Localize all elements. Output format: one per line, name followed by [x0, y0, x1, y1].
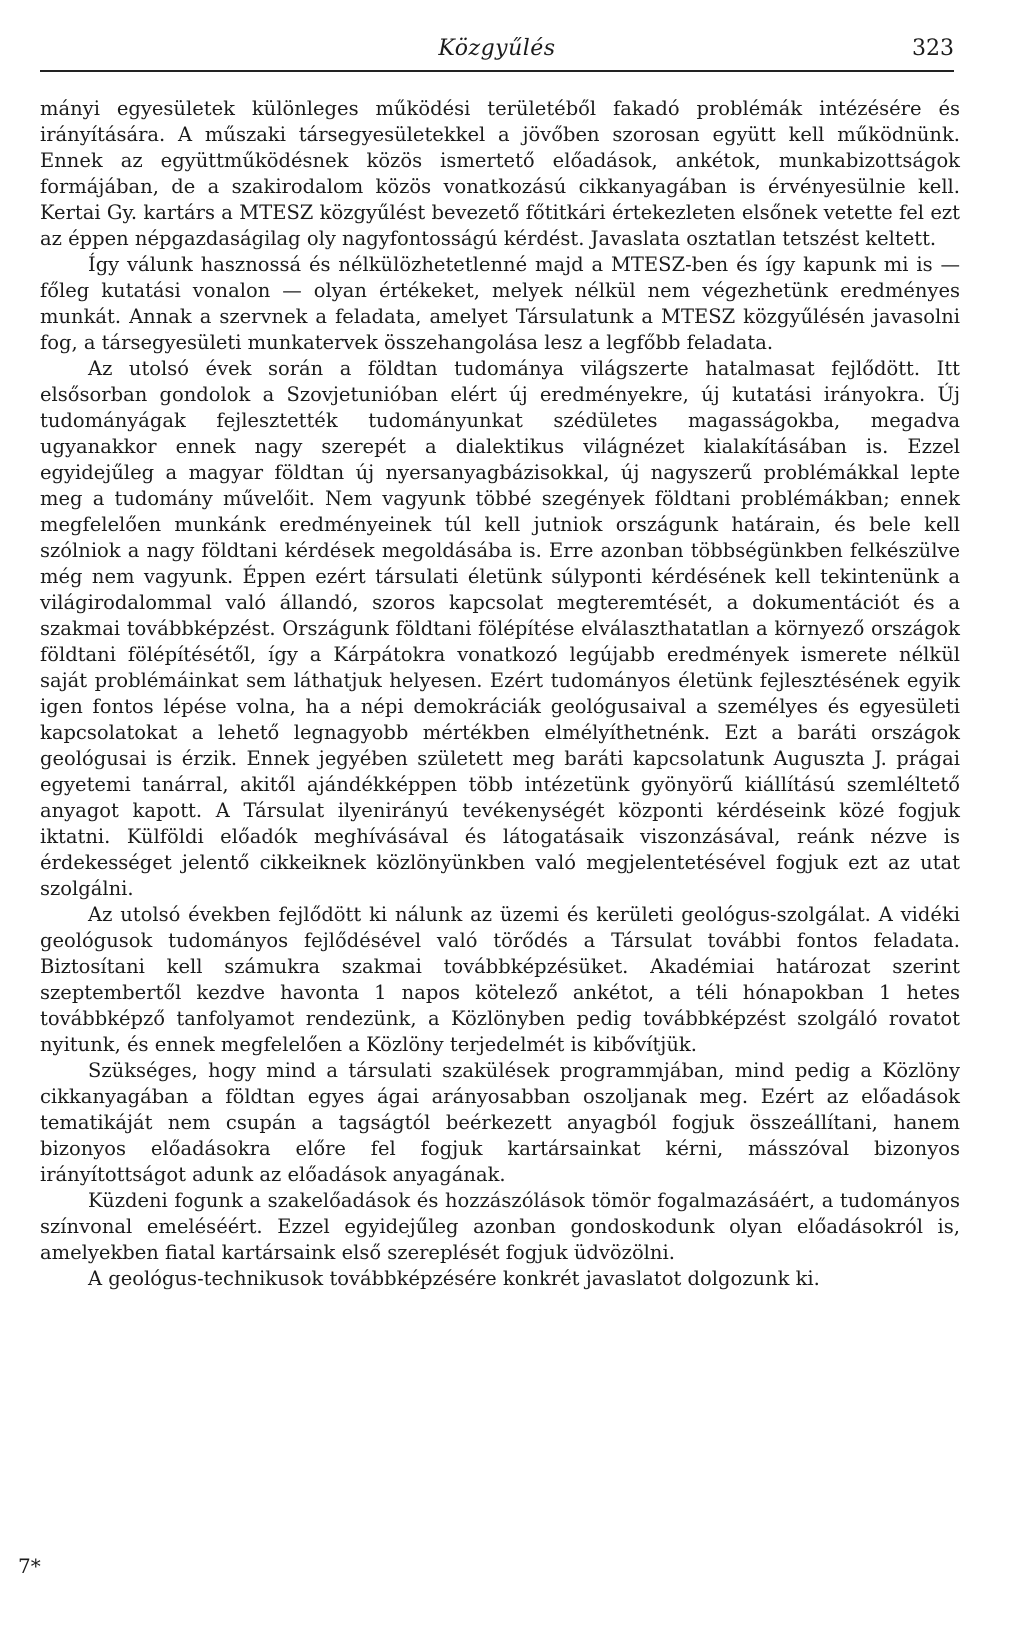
paragraph-1: mányi egyesületek különleges működési területéből fakadó problémák intézésére és irányítására. A műszaki társegyesületekkel a jövőben szorosan együtt kell működnünk. Ennek az együttműködésnek közös ismertető előadások, ankétok, munkabizottságok formájában, de a szakirodalom közös vonatkozású cikkanyagában is érvényesülnie kell. Kertai Gy. kartárs a MTESZ közgyűlést bevezető főtitkári értekezleten elsőnek vetette fel ezt az éppen népgazdaságilag oly nagyfontosságú kérdést. Javaslata osztatlan tetszést keltett. — [40, 97, 960, 250]
paragraph-5: Szükséges, hogy mind a társulati szakülések programmjában, mind pedig a Közlöny cikkanyagában a földtan egyes ágai arányosabban oszoljanak meg. Ezért az előadások tematikáját nem csupán a tagságtól beérkezett anyagból fogjuk összeállítani, hanem bizonyos előadásokra előre fel fogjuk kartársainkat kérni, másszóval bizonyos irányítottságot adunk az előadások anyagának. — [40, 1059, 960, 1186]
paragraph-4: Az utolsó években fejlődött ki nálunk az üzemi és kerületi geológus-szolgálat. A vidéki geológusok tudományos fejlődésével való törődés a Társulat további fontos feladata. Biztosítani kell számukra szakmai továbbképzésüket. Akadémiai határozat szerint szeptembertől kezdve havonta 1 napos kötelező ankétot, a téli hónapokban 1 hetes továbbképző tanfolyamot rendezünk, a Közlönyben pedig továbbképzést szolgáló rovatot nyitunk, és ennek megfelelően a Közlöny terjedelmét is kibővítjük. — [40, 903, 960, 1056]
paragraph-6: Küzdeni fogunk a szakelőadások és hozzászólások tömör fogalmazásáért, a tudományos színvonal emeléséért. Ezzel egyidejűleg azonban gondoskodunk olyan előadásokról is, amelyekben fiatal kartársaink első szereplését fogjuk üdvözölni. — [40, 1189, 960, 1264]
running-header — [40, 30, 954, 72]
body-text — [40, 96, 960, 1292]
paragraph-7: A geológus-technikusok továbbképzésére konkrét javaslatot dolgozunk ki. — [88, 1267, 820, 1290]
page-number: 323 — [912, 36, 954, 61]
header-title: Közgyűlés — [438, 36, 556, 61]
paragraph-2: Így válunk hasznossá és nélkülözhetetlenné majd a MTESZ-ben és így kapunk mi is — főleg kutatási vonalon — olyan értékeket, melyek nélkül nem végezhetünk eredményes munkát. Annak a szervnek a feladata, amelyet Társulatunk a MTESZ közgyűlésén javasolni fog, a társegyesületi munkatervek összehangolása lesz a legfőbb feladata. — [40, 253, 960, 354]
paragraph-3: Az utolsó évek során a földtan tudománya világszerte hatalmasat fejlődött. Itt elsősorban gondolok a Szovjetunióban elért új eredményekre, új kutatási irányokra. Új tudományágak fejlesztették tudományunkat szédületes magasságokba, megadva ugyanakkor ennek nagy szerepét a dialektikus világnézet kialakításában is. Ezzel egyidejűleg a magyar földtan új nyersanyagbázisokkal, új nagyszerű problémákkal lepte meg a tudomány művelőit. Nem vagyunk többé szegények földtani problémákban; ennek megfelelően munkánk eredményeinek túl kell jutniok országunk határain, és bele kell szólniok a nagy földtani kérdések megoldásába is. Erre azonban többségünkben felkészülve még nem vagyunk. Éppen ezért társulati életünk súlyponti kérdésének kell tekintenünk a világirodalommal való állandó, szoros kapcsolat megteremtését, a dokumentációt és a szakmai továbbképzést. Országunk földtani fölépítése elválaszthatatlan a környező országok földtani fölépítésétől, így a Kárpátokra vonatkozó legújabb eredmények ismerete nélkül saját problémáinkat sem láthatjuk helyesen. Ezért tudományos életünk fejlesztésének egyik igen fontos lépése volna, ha a népi demokráciák geológusaival a személyes és egyesületi kapcsolatokat a lehető legnagyobb mértékben elmélyíthetnénk. Ezt a baráti országok geológusai is érzik. Ennek jegyében született meg baráti kapcsolatunk Auguszta J. prágai egyetemi tanárral, akitől ajándékképpen több intézetünk gyönyörű kiállítású szemléltető anyagot kapott. A Társulat ilyenirányú tevékenységét központi kérdéseink közé fogjuk iktatni. Külföldi előadók meghívásával és látogatásaik viszonzásával, reánk nézve is érdekességet jelentő cikkeiknek közlönyünkben való megjelentetésével fogjuk ezt az utat szolgálni. — [40, 357, 960, 900]
signature-mark: 7* — [18, 1554, 41, 1578]
